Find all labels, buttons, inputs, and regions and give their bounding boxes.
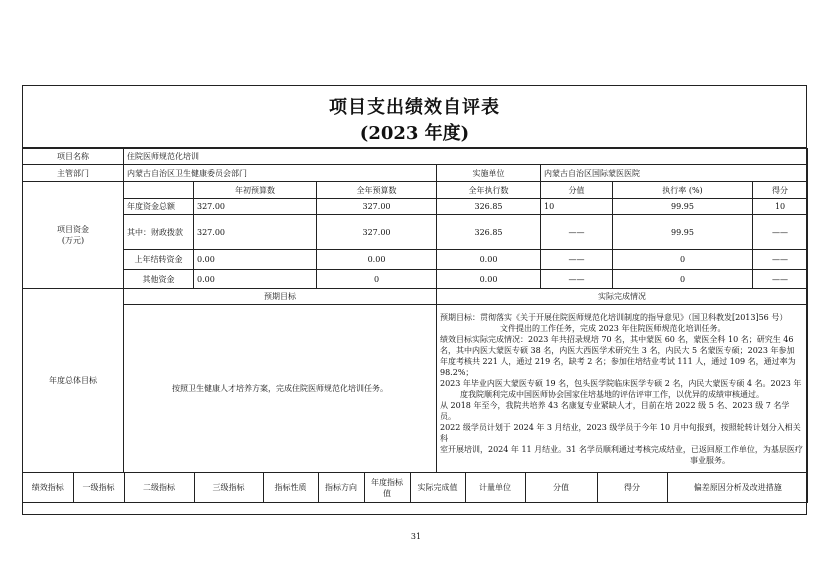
ind-header-annual-value: 年度指标值 [364, 473, 410, 502]
funds-row [23, 215, 808, 250]
actual-completion-text [437, 305, 808, 473]
page-title: 项目支出绩效自评表 [329, 97, 500, 118]
funds-execution-rate: 99.95 [613, 215, 753, 250]
indicator-header-table [23, 473, 808, 502]
funds-execution-rate: 0 [613, 250, 753, 270]
funds-annual-executed: 326.85 [437, 199, 541, 215]
funds-annual-executed: 0.00 [437, 270, 541, 289]
funds-score-value: —— [541, 215, 613, 250]
funds-score: 10 [753, 199, 808, 215]
funds-section-label [23, 182, 124, 289]
department-value: 内蒙古自治区卫生健康委员会部门 [124, 165, 437, 182]
header-score: 得分 [753, 182, 808, 199]
actual-line: 文件提出的工作任务，完成 2023 年住院医师规范化培训任务。 [500, 323, 726, 333]
funds-annual-executed: 326.85 [437, 215, 541, 250]
header-annual-executed: 全年执行数 [437, 182, 541, 199]
actual-line: 室开展培训，2024 年 11 月结业。31 名学员顺利通过考核完成结业，已返回原工作单位，为基层医疗 [440, 444, 803, 454]
header-annual-budget: 全年预算数 [317, 182, 437, 199]
ind-header-score: 得分 [597, 473, 667, 502]
actual-line: 预期目标：贯彻落实《关于开展住院医师规范化培训制度的指导意见》（国卫科教发[2013]56 号） [440, 312, 788, 322]
header-initial-budget: 年初预算数 [194, 182, 317, 199]
funds-annual-budget: 0.00 [317, 250, 437, 270]
row-indicators-header [23, 473, 808, 503]
ind-header-unit: 计量单位 [465, 473, 525, 502]
funds-row [23, 199, 808, 215]
funds-row [23, 270, 808, 289]
actual-line: 2023 年毕业内医大蒙医专硕 19 名，包头医学院临床医学专硕 2 名，内民大蒙医专硕 4 名。2023 年 [440, 378, 802, 388]
actual-line: 2022 级学员计划于 2024 年 3 月结业，2023 级学员于今年 10 月中旬报到，按照轮转计划分入相关科 [440, 422, 801, 443]
actual-line: 绩效目标实际完成情况：2023 年共招录规培 70 名，其中蒙医 60 名，蒙医全科 10 名；研究生 46 [440, 334, 794, 344]
funds-score-value: —— [541, 270, 613, 289]
ind-header-deviation: 偏差原因分析及改进措施 [693, 483, 782, 492]
title-block [22, 85, 807, 148]
funds-initial-budget: 0.00 [194, 270, 317, 289]
funds-initial-budget: 327.00 [194, 215, 317, 250]
funds-score: —— [753, 215, 808, 250]
funds-row-label: 其中：财政拨款 [124, 215, 194, 250]
actual-line: 从 2018 年至今，我院共培养 43 名康复专业紧缺人才，目前在培 2022 级 5 名、2023 级 7 名学员。 [440, 400, 790, 421]
annual-goals-label: 年度总体目标 [23, 289, 124, 473]
actual-line: 事业服务。 [690, 455, 730, 465]
funds-score-value: 10 [541, 199, 613, 215]
funds-score: —— [753, 250, 808, 270]
header-score-value: 分值 [541, 182, 613, 199]
ind-header-actual-value: 实际完成值 [410, 473, 465, 502]
funds-annual-budget: 327.00 [317, 215, 437, 250]
ind-header-direction: 指标方向 [318, 473, 364, 502]
ind-header-score-value: 分值 [525, 473, 597, 502]
performance-table [22, 148, 808, 503]
funds-header-blank [124, 182, 194, 199]
ind-header-performance: 绩效指标 [23, 473, 73, 502]
funds-score-value: —— [541, 250, 613, 270]
page-subtitle-year: (2023 年度) [359, 123, 470, 144]
funds-score: —— [753, 270, 808, 289]
funds-execution-rate: 99.95 [613, 199, 753, 215]
page-number: 31 [410, 532, 422, 541]
expected-goals-header: 预期目标 [124, 289, 437, 305]
department-label: 主管部门 [23, 165, 124, 182]
row-department [23, 165, 808, 182]
header-execution-rate: 执行率 (%) [613, 182, 753, 199]
funds-row-label: 其他资金 [124, 270, 194, 289]
row-funds-header [23, 182, 808, 199]
implementing-unit-label: 实施单位 [437, 165, 541, 182]
project-name-value: 住院医师规范化培训 [124, 149, 808, 165]
funds-label-line2: (万元) [61, 236, 85, 245]
row-goals-header [23, 289, 808, 305]
funds-row [23, 250, 808, 270]
funds-annual-executed: 0.00 [437, 250, 541, 270]
funds-initial-budget: 327.00 [194, 199, 317, 215]
funds-annual-budget: 0 [317, 270, 437, 289]
funds-initial-budget: 0.00 [194, 250, 317, 270]
actual-line: 度我院顺利完成中国医师协会国家住培基地的评估评审工作，以优异的成绩审核通过。 [460, 389, 764, 399]
funds-row-label: 上年结转资金 [124, 250, 194, 270]
funds-row-label: 年度资金总额 [124, 199, 194, 215]
expected-goals-text: 按照卫生健康人才培养方案，完成住院医师规范化培训任务。 [124, 305, 437, 473]
funds-annual-budget: 327.00 [317, 199, 437, 215]
ind-header-level2: 二级指标 [124, 473, 194, 502]
row-project-name [23, 149, 808, 165]
actual-line: 年度考核共 221 人，通过 219 名，缺考 2 名；参加住培结业考试 111 人，通过 109 名，通过率为 98.2%； [440, 356, 796, 377]
funds-label-line1: 项目资金 [57, 225, 89, 234]
ind-header-nature: 指标性质 [263, 473, 318, 502]
project-name-label: 项目名称 [23, 149, 124, 165]
ind-header-level1: 一级指标 [73, 473, 124, 502]
actual-line: 名，其中内医大蒙医专硕 38 名，内医大西医学术研究生 3 名，内民大 5 名蒙医专硕；2023 年参加 [440, 345, 795, 355]
ind-header-level3: 三级指标 [194, 473, 263, 502]
actual-completion-header: 实际完成情况 [437, 289, 808, 305]
implementing-unit-value: 内蒙古自治区国际蒙医医院 [541, 165, 808, 182]
funds-execution-rate: 0 [613, 270, 753, 289]
row-goals-content [23, 305, 808, 473]
